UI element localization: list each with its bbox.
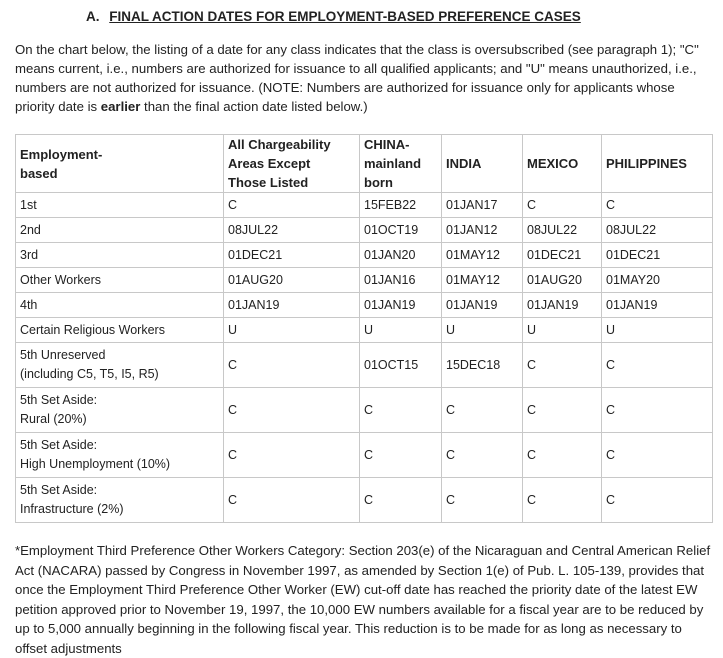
intro-emphasis: earlier [100,99,141,114]
column-header-line: Areas Except [228,156,311,171]
table-row [16,218,713,243]
date-cell: U [224,318,360,343]
date-cell: 08JUL22 [523,218,602,243]
date-cell: 01AUG20 [224,268,360,293]
date-cell: U [602,318,713,343]
date-cell: 01JAN16 [360,268,442,293]
row-label-line: 5th Unreserved [20,348,106,362]
date-cell: C [602,433,713,478]
date-cell: 01JAN19 [523,293,602,318]
table-row [16,268,713,293]
table-row [16,193,713,218]
row-label-line: 2nd [20,222,41,237]
column-header [442,135,523,193]
date-cell: 01AUG20 [523,268,602,293]
date-cell: C [360,388,442,433]
row-label-line: Infrastructure (2%) [20,502,124,516]
column-header-line: born [364,175,393,190]
date-cell: 08JUL22 [224,218,360,243]
date-cell: 01JAN19 [602,293,713,318]
date-cell: U [442,318,523,343]
section-heading [86,9,581,24]
row-label-line: 1st [20,197,37,212]
date-cell: 01JAN19 [224,293,360,318]
section-letter: A. [86,9,100,24]
date-cell: C [442,433,523,478]
section-title: FINAL ACTION DATES FOR EMPLOYMENT-BASED PREFERENCE CASES [109,9,581,24]
column-header-line: Employment- [20,146,103,162]
row-label [16,243,224,268]
row-label [16,193,224,218]
column-header [360,135,442,193]
table-row [16,478,713,523]
table-row [16,318,713,343]
table-row [16,433,713,478]
row-label-line: Rural (20%) [20,412,87,426]
date-cell: 01MAY12 [442,243,523,268]
final-action-dates-table [15,134,713,523]
column-header-line: mainland [364,156,422,171]
row-label [16,388,224,433]
row-label-line: 5th Set Aside: [20,438,98,452]
column-header [16,135,224,193]
date-cell: 01DEC21 [602,243,713,268]
column-header-line: Those Listed [228,175,309,190]
table-row [16,243,713,268]
row-label [16,268,224,293]
date-cell: C [602,193,713,218]
row-label-line: 4th [20,297,38,312]
date-cell: 01JAN19 [360,293,442,318]
date-cell: 15FEB22 [360,193,442,218]
column-header-line: PHILIPPINES [606,156,687,171]
table-body [16,193,713,523]
column-header-line: MEXICO [527,156,579,171]
row-label-line: 5th Set Aside: [20,483,98,497]
date-cell: 01JAN12 [442,218,523,243]
date-cell: C [442,388,523,433]
row-label-line: (including C5, T5, I5, R5) [20,367,159,381]
row-label [16,293,224,318]
intro-text-end: than the final action date listed below.) [140,99,368,114]
date-cell: C [523,433,602,478]
date-cell: 15DEC18 [442,343,523,388]
date-cell: C [602,343,713,388]
row-label-line: Other Workers [20,272,102,287]
date-cell: 01JAN17 [442,193,523,218]
date-cell: 01MAY12 [442,268,523,293]
date-cell: 01OCT19 [360,218,442,243]
date-cell: 01DEC21 [523,243,602,268]
column-header-line: All Chargeability [228,137,331,152]
column-header [602,135,713,193]
date-cell: 01DEC21 [224,243,360,268]
date-cell: C [360,478,442,523]
row-label [16,433,224,478]
intro-paragraph [15,40,715,116]
column-header-line: based [20,165,58,181]
row-label-line: 3rd [20,247,39,262]
date-cell: C [602,478,713,523]
date-cell: C [602,388,713,433]
date-cell: 08JUL22 [602,218,713,243]
table-header-row [16,135,713,193]
row-label [16,478,224,523]
date-cell: C [523,388,602,433]
row-label-line: High Unemployment (10%) [20,457,171,471]
footnote-paragraph: *Employment Third Preference Other Workers Category: Section 203(e) of the Nicaraguan and Central American Relief Act (NACARA) passed by Congress in November 1997, as amended by Section 1(e) of Pub. L. 105-139, provides that once the Employment Third Preference Other Worker (EW) cut-off date has reached the priority date of the latest EW petition approved prior to November 19, 1997, the 10,000 EW numbers available for a fiscal year are to be reduced by up to 5,000 annually beginning in the following fiscal year. This reduction is to be made for as long as necessary to offset adjustments [15,543,711,656]
table-row [16,293,713,318]
column-header [224,135,360,193]
date-cell: U [523,318,602,343]
date-cell: C [523,343,602,388]
row-label [16,318,224,343]
date-cell: 01JAN20 [360,243,442,268]
date-cell: C [523,193,602,218]
table-row [16,388,713,433]
column-header [523,135,602,193]
date-cell: C [224,433,360,478]
date-cell: C [224,478,360,523]
date-cell: C [442,478,523,523]
date-cell: C [224,343,360,388]
column-header-line: INDIA [446,156,482,171]
date-cell: 01OCT15 [360,343,442,388]
date-cell: C [224,193,360,218]
date-cell: C [224,388,360,433]
date-cell: C [360,433,442,478]
table-row [16,343,713,388]
date-cell: 01MAY20 [602,268,713,293]
date-cell: U [360,318,442,343]
row-label-line: Certain Religious Workers [20,322,165,337]
row-label-line: 5th Set Aside: [20,393,98,407]
date-cell: C [523,478,602,523]
column-header-line: CHINA- [364,137,410,152]
intro-text-start: On the chart below, the listing of a date for any class indicates that the class is oversubscribed (see paragraph 1); "C" means current, i.e., numbers are authorized for issuance to all qualified applicants; and "U" means unauthorized, i.e., numbers are not authorized for issuance. (NOTE: Numbers are authorized for issuance only for applicants whose priority date is [15,42,699,114]
date-cell: 01JAN19 [442,293,523,318]
row-label [16,343,224,388]
row-label [16,218,224,243]
